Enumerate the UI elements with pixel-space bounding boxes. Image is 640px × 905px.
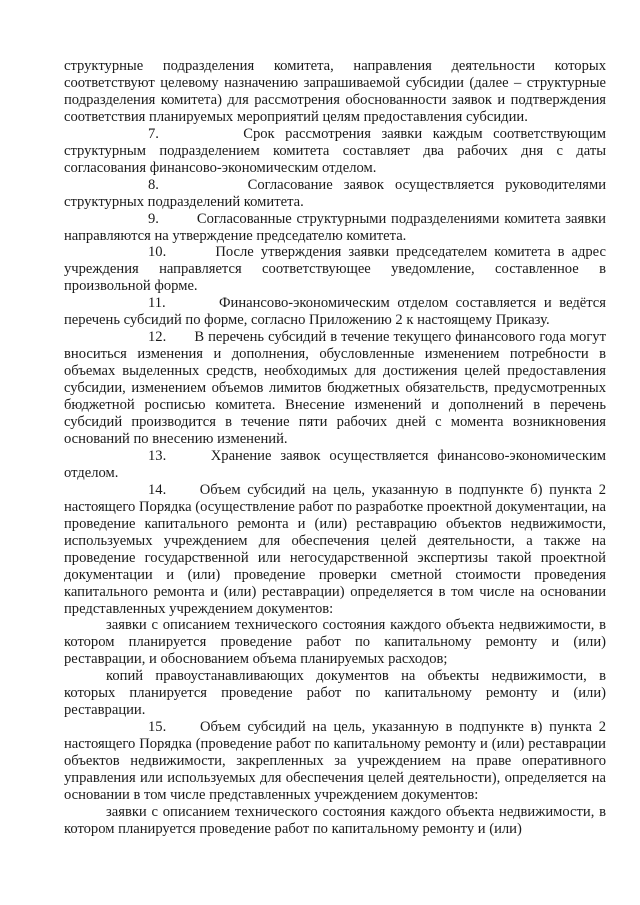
paragraph-15-item-1 [64, 804, 606, 838]
paragraph-14-item-2 [64, 668, 606, 719]
paragraph-text: Хранение заявок осуществляется финансово-экономическим отделом. [64, 447, 607, 481]
paragraph-11 [64, 295, 606, 329]
paragraph-number: 7. [148, 125, 159, 142]
paragraph-number: 12. [148, 329, 167, 346]
paragraph-text: В перечень субсидий в течение текущего финансового года могут вноситься изменения и дополнения, обусловленные изменением потребности в объемах выделенных средств, необходимых для достижения целей предоставления субсидии, изменением объемов лимитов бюджетных обязательств, предусмотренных бюджетной росписью комитета. Внесение изменений и дополнений в перечень субсидий производится в течение пяти рабочих дней с момента возникновения оснований по внесению изменений. [64, 329, 606, 447]
paragraph-continuation [64, 58, 606, 126]
paragraph-number: 11. [148, 295, 166, 312]
paragraph-number: 14. [148, 481, 167, 498]
paragraph-8 [64, 177, 606, 211]
paragraph-text: Срок рассмотрения заявки каждым соответствующим структурным подразделением комитета составляет два рабочих дня с даты согласования финансово-экономическим отделом. [64, 125, 606, 176]
paragraph-text: структурные подразделения комитета, направления деятельности которых соответствуют целевому назначению запрашиваемой субсидии (далее – структурные подразделения комитета) для рассмотрения обоснованности заявок и подтверждения соответствия планируемых мероприятий целям предоставления субсидии. [64, 58, 606, 125]
paragraph-text: заявки с описанием технического состояния каждого объекта недвижимости, в котором планируется проведение работ по капитальному ремонту и (или) реставрации, и обоснованием объема планируемых расходов; [64, 617, 606, 668]
paragraph-number: 15. [148, 719, 167, 736]
paragraph-text: Объем субсидий на цель, указанную в подпункте в) пункта 2 настоящего Порядка (проведение работ по капитальному ремонту и (или) реставрации объектов недвижимости, закрепленных за учреждением на праве оперативного управления или используемых для обеспечения целей деятельности), определяется на основании в том числе представленных учреждением документов: [64, 719, 606, 803]
paragraph-number: 9. [148, 210, 159, 227]
paragraph-14 [64, 482, 606, 618]
paragraph-text: заявки с описанием технического состояния каждого объекта недвижимости, в котором планируется проведение работ по капитальному ремонту и (или) [64, 803, 606, 837]
document-page [64, 58, 606, 838]
paragraph-7 [64, 126, 606, 177]
paragraph-text: копий правоустанавливающих документов на объекты недвижимости, в которых планируется проведение работ по капитальному ремонту и (или) реставрации. [64, 668, 606, 719]
paragraph-10 [64, 244, 606, 295]
paragraph-13 [64, 448, 606, 482]
paragraph-text: Согласованные структурными подразделениями комитета заявки направляются на утверждение председателю комитета. [64, 210, 606, 244]
paragraph-14-item-1 [64, 617, 606, 668]
paragraph-12 [64, 329, 606, 448]
paragraph-9 [64, 211, 606, 245]
paragraph-number: 10. [148, 244, 167, 261]
paragraph-text: Финансово-экономическим отделом составляется и ведётся перечень субсидий по форме, согласно Приложению 2 к настоящему Приказу. [64, 295, 607, 329]
paragraph-number: 8. [148, 176, 159, 193]
paragraph-text: Объем субсидий на цель, указанную в подпункте б) пункта 2 настоящего Порядка (осуществление работ по разработке проектной документации, на проведение капитального ремонта и (или) реставрацию объектов недвижимости, используемых учреждением для обеспечения целей деятельности, а также на проведение государственной или негосударственной экспертизы такой проектной документации и (или) проведение проверки сметной стоимости проведения капитального ремонта и (или) реставрации) определяется в том числе на основании представленных учреждением документов: [64, 481, 607, 617]
paragraph-text: После утверждения заявки председателем комитета в адрес учреждения направляется соответствующее уведомление, составленное в произвольной форме. [64, 244, 606, 295]
paragraph-text: Согласование заявок осуществляется руководителями структурных подразделений комитета. [64, 176, 607, 210]
paragraph-number: 13. [148, 447, 167, 464]
paragraph-15 [64, 719, 606, 804]
